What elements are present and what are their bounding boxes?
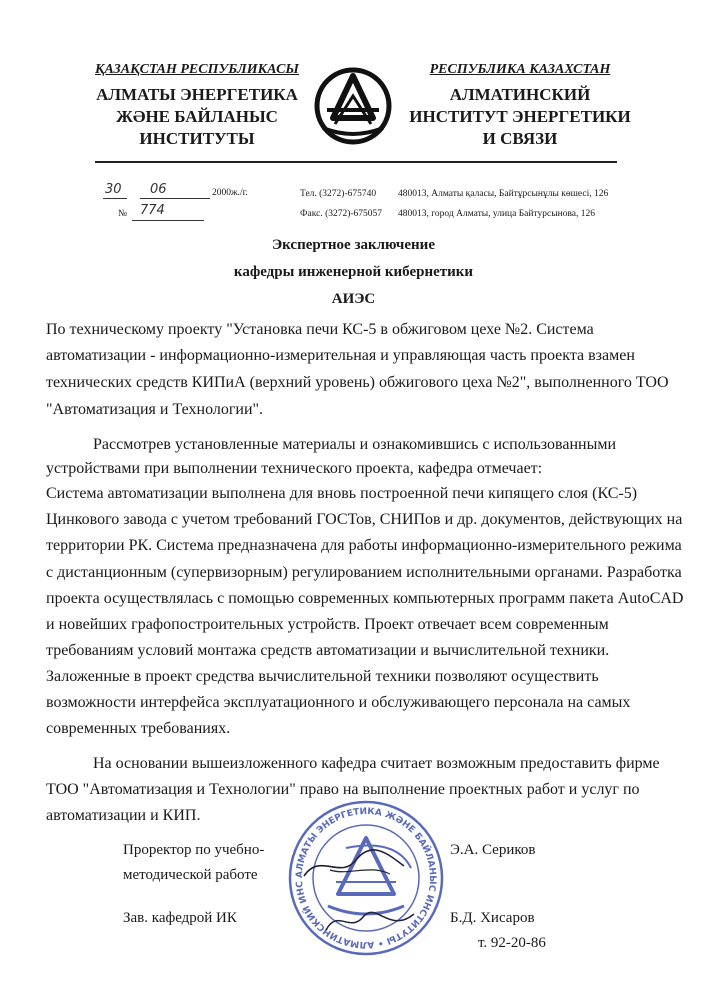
- header-right-name-2: ИНСТИТУТ ЭНЕРГЕТИКИ: [409, 107, 631, 126]
- body-line: и новейших графопостроительных устройств. Проект отвечает всем современным: [46, 616, 609, 633]
- body-line: современных требованиях.: [46, 720, 231, 737]
- number-prefix: №: [118, 209, 128, 219]
- body-line: технических средств КИПиА (верхний уровень) обжигового цеха №2", выполненного ТОО: [46, 374, 669, 391]
- body-line: Цинкового завода с учетом требований ГОСТов, СНИПов и др. документов, действующих на: [46, 511, 683, 528]
- date-year: 2000ж./г.: [212, 188, 248, 198]
- body-line: Заложенные в проект средства вычислительной техники позволяют осуществить: [46, 668, 599, 685]
- body-line: возможности интерфейса эксплуатационного и обслуживающего персонала на самых: [46, 694, 631, 711]
- contact-tel: Тел. (3272)-675740: [300, 189, 377, 199]
- date-day: 30: [105, 182, 122, 197]
- header-divider: [95, 161, 617, 163]
- header-right-republic: РЕСПУБЛИКА КАЗАХСТАН: [429, 62, 611, 77]
- body-line: автоматизации и КИП.: [46, 807, 201, 824]
- header-left: [72, 62, 322, 150]
- body-line: автоматизации - информационно-измерительная и управляющая часть проекта взамен: [46, 347, 635, 364]
- institute-logo-icon: [313, 66, 393, 146]
- address-ru: 480013, город Алматы, улица Байтурсынова, 126: [398, 209, 596, 219]
- doc-title-3: АИЭС: [331, 291, 376, 307]
- body-line: территории РК. Система предназначена для работы информационно-измерительного режима: [46, 537, 682, 554]
- header-right-name-3: И СВЯЗИ: [482, 129, 558, 148]
- body-line: проекта осуществлялась с помощью современных компьютерных программ пакета AutoCAD: [46, 590, 684, 607]
- handwritten-signature-2: [320, 904, 420, 940]
- header-left-name-2: ЖӘНЕ БАЙЛАНЫС: [116, 107, 278, 126]
- doc-title-1: Экспертное заключение: [271, 237, 435, 253]
- header-left-name-3: ИНСТИТУТЫ: [139, 129, 255, 148]
- body-line: Рассмотрев установленные материалы и ознакомившись с использованными: [93, 436, 617, 453]
- header-right: [395, 62, 645, 150]
- body-line: "Автоматизация и Технологии".: [46, 401, 264, 418]
- signatory-2-role: Зав. кафедрой ИК: [123, 910, 237, 926]
- doc-title-2: кафедры инженерной кибернетики: [233, 264, 474, 280]
- document-number: 774: [140, 203, 165, 218]
- number-underline: [132, 220, 204, 221]
- signatory-1-role-line1: Проректор по учебно-: [123, 842, 265, 858]
- signatory-1-role-line2: методической работе: [123, 867, 258, 883]
- body-line: с дистанционным (супервизорным) регулированием исполнительными органами. Разработка: [46, 564, 682, 581]
- body-line: На основании вышеизложенного кафедра считает возможным предоставить фирме: [93, 755, 660, 772]
- signatory-2-phone: т. 92-20-86: [478, 935, 546, 951]
- body-line: Система автоматизации выполнена для вновь построенной печи кипящего слоя (КС-5): [46, 485, 638, 502]
- date-day-underline: [103, 198, 127, 199]
- date-month: 06: [150, 182, 167, 197]
- contact-fax: Факс. (3272)-675057: [300, 209, 383, 219]
- header-left-republic: ҚАЗАҚСТАН РЕСПУБЛИКАСЫ: [95, 62, 299, 77]
- header-right-name-1: АЛМАТИНСКИЙ: [449, 85, 591, 104]
- address-kz: 480013, Алматы қаласы, Байтұрсынұлы көшесі, 126: [398, 189, 609, 199]
- svg-text:АЛМАТЫ ЭНЕРГЕТИКА ЖӘНЕ БАЙЛАНЫ: АЛМАТЫ ЭНЕРГЕТИКА ЖӘНЕ БАЙЛАНЫС ИНСТИТУТЫ • АЛМАТИНСКИЙ ИНС: [294, 806, 438, 950]
- signatory-1-name: Э.А. Сериков: [450, 842, 536, 858]
- body-line: По техническому проекту "Установка печи КС-5 в обжиговом цехе №2. Система: [46, 321, 594, 338]
- body-line: требованиям условий монтажа средств автоматизации и вычислительной техники.: [46, 642, 610, 659]
- signatory-2-name: Б.Д. Хисаров: [450, 910, 535, 926]
- body-line: устройствами при выполнении технического проекта, кафедра отмечает:: [46, 460, 543, 477]
- body-line: ТОО "Автоматизация и Технологии" право на выполнение проектных работ и услуг по: [46, 781, 640, 798]
- handwritten-signature-1: [300, 846, 410, 886]
- date-month-underline: [140, 198, 210, 199]
- header-left-name-1: АЛМАТЫ ЭНЕРГЕТИКА: [96, 85, 298, 104]
